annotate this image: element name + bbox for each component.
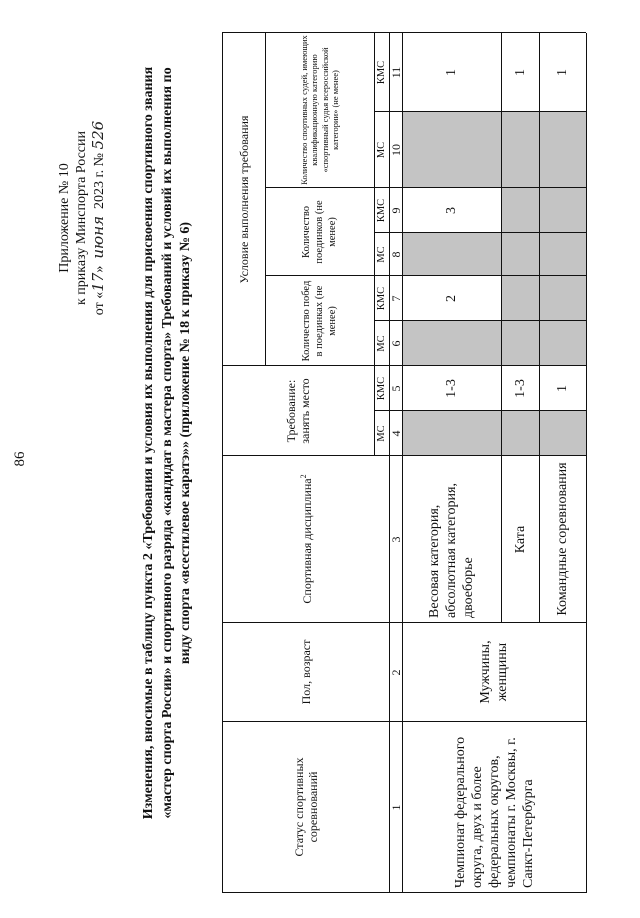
appendix-line-3 bbox=[90, 38, 108, 398]
subheader-kms-fights: КМС bbox=[376, 198, 387, 223]
subheader-kms-judges: КМС bbox=[376, 60, 387, 85]
subheader-ms-judges: МС bbox=[376, 141, 387, 159]
header-conditions-group: Условие выполнения требования bbox=[236, 115, 251, 284]
shade-row3-ms-place bbox=[539, 411, 586, 456]
table-row-3-kms-place: 1 bbox=[555, 385, 570, 392]
table-row-1-kms-wins: 2 bbox=[444, 295, 459, 302]
appendix-date-mid: » bbox=[92, 265, 107, 273]
shade-row2-ms-place bbox=[501, 411, 539, 456]
table-row-3-kms-judges: 1 bbox=[555, 69, 570, 76]
document-title bbox=[140, 58, 196, 828]
title-line-2: «мастер спорта России» и спортивного разряда «кандидат в мастера спорта» Требований и условий их выполнения по bbox=[159, 67, 175, 819]
gender-value: Мужчины, женщины bbox=[478, 640, 510, 704]
column-number-5: 5 bbox=[388, 385, 403, 392]
column-number-8: 8 bbox=[388, 251, 403, 258]
header-status: Статус спортивных соревнований bbox=[291, 757, 320, 857]
title-line-3: виду спорта «всестилевое каратэ»» (приложение № 18 к приказу № 6) bbox=[178, 221, 193, 665]
shade-row3-ms-judges bbox=[539, 112, 586, 188]
page-number: 86 bbox=[12, 451, 28, 467]
table-row-2-kms-place: 1-3 bbox=[512, 379, 528, 398]
status-value: Чемпионат федерального округа, двух и более федеральных округов, чемпионаты г. Москвы, г. Санкт-Петербурга bbox=[452, 736, 536, 888]
shade-row1-ms-fights bbox=[402, 233, 501, 276]
column-number-6: 6 bbox=[388, 340, 403, 347]
subheader-ms-fights: МС bbox=[376, 246, 387, 263]
header-judges: Количество спортивных судей, имеющих квалификационную категорию «спортивный судья всероссийской категории» (не менее) bbox=[298, 35, 340, 185]
appendix-month: июня bbox=[89, 215, 107, 259]
table-row-2-discipline: Ката bbox=[512, 525, 528, 554]
header-wins: Количество побед в поединках (не менее) bbox=[301, 280, 338, 362]
header-requirement: Требование: занять место bbox=[284, 378, 312, 444]
shade-row3-wins-fights bbox=[539, 188, 586, 366]
header-discipline bbox=[222, 460, 389, 618]
appendix-line-2: к приказу Минспорта России bbox=[74, 131, 89, 305]
table-row-1-discipline: Весовая категория, абсолютная категория, двоеборье bbox=[427, 483, 476, 618]
title-line-1: Изменения, вносимые в таблицу пункта 2 «Требования и условия их выполнения для присвоения спортивного звания bbox=[141, 66, 156, 820]
table-row-2-kms-judges: 1 bbox=[512, 69, 528, 76]
appendix-line-1: Приложение № 10 bbox=[57, 163, 72, 273]
table-row-1-kms-judges: 1 bbox=[444, 69, 459, 76]
table-row-1-kms-fights: 3 bbox=[444, 207, 459, 214]
column-number-3: 3 bbox=[388, 536, 403, 543]
column-number-11: 11 bbox=[388, 66, 403, 79]
appendix-year: 2023 г. № bbox=[92, 152, 107, 209]
appendix-day: 17 bbox=[89, 272, 107, 292]
column-number-10: 10 bbox=[388, 144, 403, 156]
column-number-4: 4 bbox=[388, 430, 403, 437]
shade-row2-wins-fights bbox=[501, 188, 539, 366]
shade-row1-ms-wins bbox=[402, 321, 501, 366]
subheader-ms-place: МС bbox=[376, 425, 387, 442]
appendix-header bbox=[56, 38, 108, 398]
header-gender-age: Пол, возраст bbox=[298, 639, 313, 705]
shade-row1-ms-place bbox=[402, 411, 501, 456]
shade-row1-ms-judges bbox=[402, 112, 501, 188]
header-discipline-text: Спортивная дисциплина bbox=[300, 478, 314, 604]
column-number-9: 9 bbox=[388, 207, 403, 214]
shade-row2-ms-judges bbox=[501, 112, 539, 188]
discipline-footnote-mark: 2 bbox=[299, 474, 308, 479]
column-number-1: 1 bbox=[388, 804, 403, 811]
column-number-2: 2 bbox=[388, 669, 403, 676]
subheader-kms-wins: КМС bbox=[376, 286, 387, 311]
table-row-3-discipline: Командные соревнования bbox=[555, 462, 570, 616]
subheader-ms-wins: МС bbox=[376, 335, 387, 352]
table-row-1-kms-place: 1-3 bbox=[444, 379, 459, 398]
subheader-kms-place: КМС bbox=[376, 376, 387, 401]
header-fights: Количество поединков (не менее) bbox=[301, 200, 338, 264]
appendix-order-number: 526 bbox=[89, 120, 107, 150]
appendix-date-prefix: от « bbox=[92, 291, 107, 316]
column-number-7: 7 bbox=[388, 295, 403, 302]
